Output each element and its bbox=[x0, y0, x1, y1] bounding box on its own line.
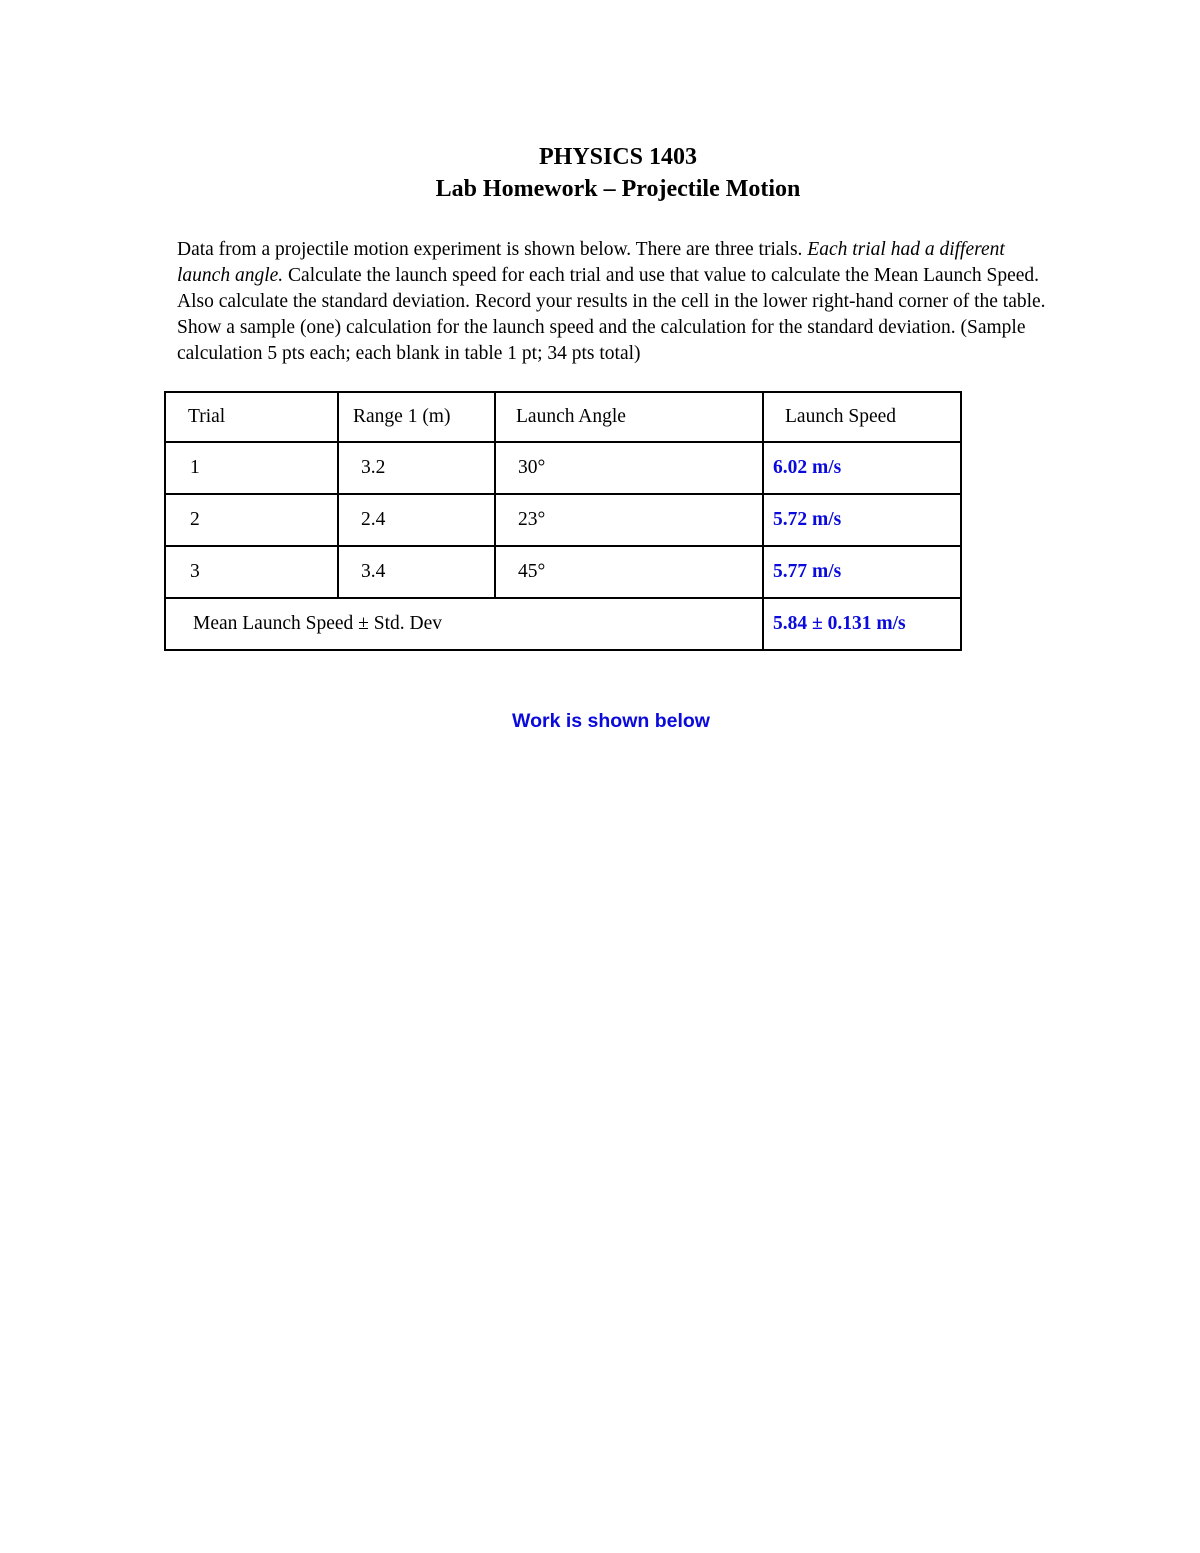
course-title: PHYSICS 1403 bbox=[538, 144, 698, 170]
header-launch-angle: Launch Angle bbox=[495, 392, 763, 442]
table-summary-row bbox=[165, 598, 961, 650]
table-row bbox=[165, 546, 961, 598]
header-launch-speed: Launch Speed bbox=[763, 392, 961, 442]
assignment-title: Lab Homework – Projectile Motion bbox=[435, 176, 801, 202]
cell-trial: 3 bbox=[165, 546, 338, 598]
work-note: Work is shown below bbox=[512, 710, 710, 732]
cell-speed: 6.02 m/s bbox=[763, 442, 961, 494]
table-row bbox=[165, 442, 961, 494]
header-range: Range 1 (m) bbox=[338, 392, 495, 442]
data-table bbox=[164, 391, 962, 651]
instructions-paragraph bbox=[177, 237, 1057, 367]
instructions-text-part1: Data from a projectile motion experiment is shown below. There are three trials. bbox=[177, 239, 808, 260]
cell-range: 2.4 bbox=[338, 494, 495, 546]
cell-range: 3.2 bbox=[338, 442, 495, 494]
table-header-row bbox=[165, 392, 961, 442]
cell-speed: 5.72 m/s bbox=[763, 494, 961, 546]
instructions-emphasis: Each trial had a different launch angle. bbox=[177, 239, 1005, 286]
mean-label: Mean Launch Speed ± Std. Dev bbox=[165, 598, 763, 650]
cell-range: 3.4 bbox=[338, 546, 495, 598]
cell-trial: 1 bbox=[165, 442, 338, 494]
cell-angle: 30° bbox=[495, 442, 763, 494]
cell-angle: 45° bbox=[495, 546, 763, 598]
mean-value: 5.84 ± 0.131 m/s bbox=[763, 598, 961, 650]
cell-angle: 23° bbox=[495, 494, 763, 546]
instructions-text-part2: Calculate the launch speed for each trial and use that value to calculate the Mean Launch Speed. Also calculate the standard deviation. Record your results in the cell in the lower right-hand corner of the table. Show a sample (one) calculation for the launch speed and the calculation for the standard deviation. (Sample calculation 5 pts each; each blank in table 1 pt; 34 pts total) bbox=[177, 265, 1046, 364]
cell-trial: 2 bbox=[165, 494, 338, 546]
header-trial: Trial bbox=[165, 392, 338, 442]
table-row bbox=[165, 494, 961, 546]
cell-speed: 5.77 m/s bbox=[763, 546, 961, 598]
